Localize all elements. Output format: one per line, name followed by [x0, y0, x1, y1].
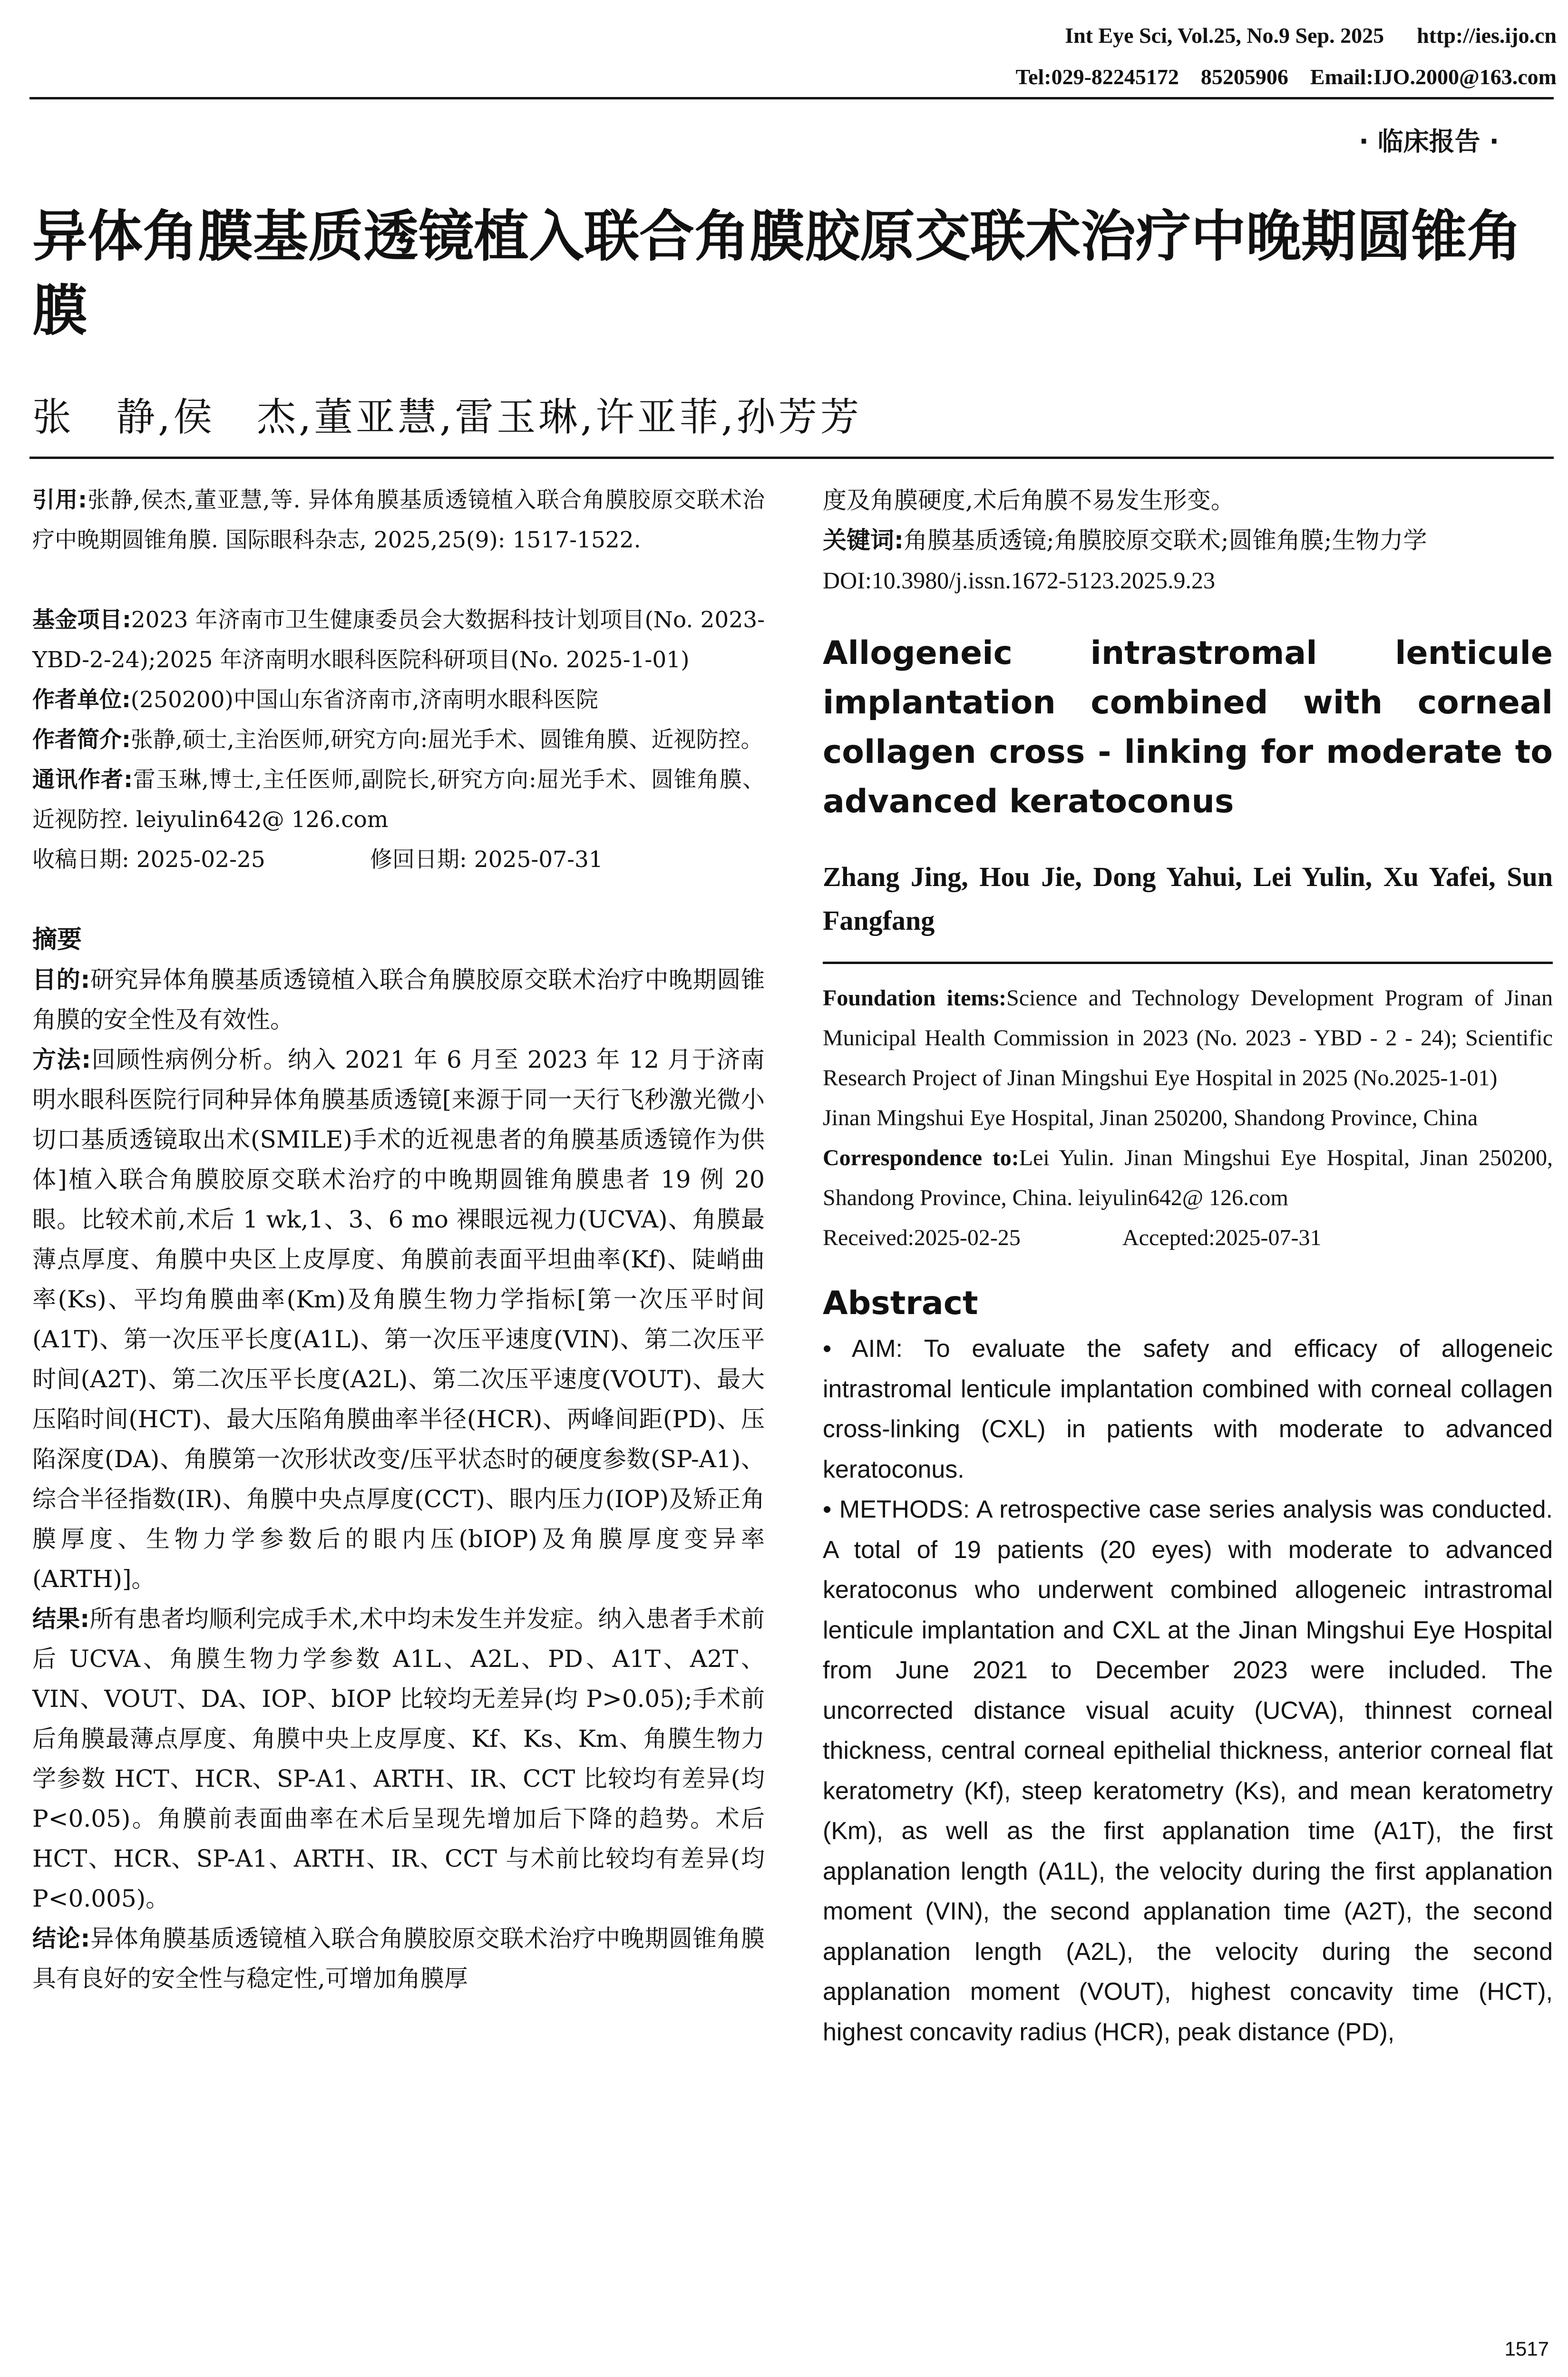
authors-cn: 张 静,侯 杰,董亚慧,雷玉琳,许亚菲,孙芳芳 [32, 395, 862, 440]
keywords-cn [823, 520, 1553, 560]
authors-rule [29, 457, 1554, 459]
article-title-cn: 异体角膜基质透镜植入联合角膜胶原交联术治疗中晚期圆锥角膜 [32, 205, 1522, 343]
results-label: 结果: [32, 1605, 90, 1633]
revised-cn: 修回日期: 2025-07-31 [370, 847, 603, 873]
journal-header-line2: Tel:029-82245172 85205906 Email:IJO.2000@163.com [1015, 65, 1557, 89]
right-column [823, 480, 1553, 2052]
profile-text: 张静,硕士,主治医师,研究方向:屈光手术、圆锥角膜、近视防控。 [130, 727, 763, 753]
aim-en [823, 1329, 1553, 1490]
aim-label: 目的: [32, 966, 90, 994]
methods-en-label: • METHODS: [823, 1496, 970, 1523]
results-text: 所有患者均顺利完成手术,术中均未发生并发症。纳入患者手术前后 UCVA、角膜生物力学参数 A1L、A2L、PD、A1T、A2T、VIN、VOUT、DA、IOP、bIOP 比较均无差异(均 P>0.05);手术前后角膜最薄点厚度、角膜中央上皮厚度、Kf、Ks、Km、角膜生物力学参数 HCT、HCR、SP-A1、ARTH、IR、CCT 比较均有差异(均 P<0.05)。角膜前表面曲率在术后呈现先增加后下降的趋势。术后 HCT、HCR、SP-A1、ARTH、IR、CCT 与术前比较均有差异(均 P<0.005)。 [32, 1605, 765, 1912]
header-rule [29, 97, 1554, 99]
journal-header-line1: Int Eye Sci, Vol.25, No.9 Sep. 2025 http://ies.ijo.cn [1065, 23, 1557, 48]
correspondence-label: Correspondence to: [823, 1145, 1019, 1170]
section-label: · 临床报告 · [1359, 127, 1499, 156]
citation-label: 引用: [32, 487, 87, 513]
dates-cn [32, 840, 765, 880]
author-profile [32, 720, 765, 760]
accepted-en: Accepted:2025-07-31 [1122, 1225, 1322, 1250]
left-column [32, 480, 765, 1998]
aim-en-label: • AIM: [823, 1335, 903, 1363]
fund-info [32, 600, 765, 680]
citation-text: 张静,侯杰,董亚慧,等. 异体角膜基质透镜植入联合角膜胶原交联术治疗中晚期圆锥角膜. 国际眼科杂志, 2025,25(9): 1517-1522. [32, 487, 765, 553]
citation [32, 480, 765, 560]
unit-text: (250200)中国山东省济南市,济南明水眼科医院 [130, 687, 598, 713]
profile-label: 作者简介: [32, 727, 131, 753]
conclusion-cn-cont: 度及角膜硬度,术后角膜不易发生形变。 [823, 487, 1235, 514]
author-unit [32, 680, 765, 720]
aim-cn [32, 960, 765, 1040]
article-title-en: Allogeneic intrastromal lenticule implantation combined with corneal collagen cross - linking for moderate to advanced keratoconus [823, 634, 1553, 820]
correspondence-text: Lei Yulin. Jinan Mingshui Eye Hospital, Jinan 250200, Shandong Province, China. leiyulin642@ 126.com [823, 1145, 1553, 1210]
foundation-label: Foundation items: [823, 985, 1007, 1011]
authors-en: Zhang Jing, Hou Jie, Dong Yahui, Lei Yulin, Xu Yafei, Sun Fangfang [823, 861, 1553, 936]
fund-label: 基金项目: [32, 607, 131, 633]
abstract-heading-en: Abstract [823, 1285, 978, 1322]
foundation-text: Science and Technology Development Program of Jinan Municipal Health Commission in 2023 (No. 2023 - YBD - 2 - 24); Scientific Research Project of Jinan Mingshui Eye Hospital in 2025 (No.2025-1-01) [823, 985, 1553, 1091]
abstract-heading-cn [32, 920, 765, 960]
conclusion-text: 异体角膜基质透镜植入联合角膜胶原交联术治疗中晚期圆锥角膜具有良好的安全性与稳定性,可增加角膜厚 [32, 1925, 765, 1992]
unit-label: 作者单位: [32, 687, 131, 713]
corresponding-author [32, 760, 765, 840]
abstract-heading-text: 摘要 [32, 925, 82, 954]
results-cn [32, 1599, 765, 1919]
keywords-label: 关键词: [823, 526, 904, 554]
methods-en [823, 1490, 1553, 2052]
corr-label: 通讯作者: [32, 767, 133, 793]
corr-text: 雷玉琳,博士,主任医师,副院长,研究方向:屈光手术、圆锥角膜、近视防控. leiyulin642@ 126.com [32, 767, 765, 833]
doi: DOI:10.3980/j.issn.1672-5123.2025.9.23 [823, 567, 1215, 594]
received-cn: 收稿日期: 2025-02-25 [32, 847, 265, 873]
keywords-text: 角膜基质透镜;角膜胶原交联术;圆锥角膜;生物力学 [904, 526, 1427, 554]
conclusion-cn [32, 1919, 765, 1998]
foundation-en [823, 978, 1553, 1098]
dates-en [823, 1218, 1553, 1258]
conclusion-label: 结论: [32, 1925, 90, 1952]
page-number: 1517 [1504, 2338, 1549, 2360]
affiliation-en: Jinan Mingshui Eye Hospital, Jinan 250200, Shandong Province, China [823, 1105, 1478, 1130]
methods-en-text: A retrospective case series analysis was conducted. A total of 19 patients (20 eyes) with moderate to advanced keratoconus who underwent combined allogeneic intrastromal lenticule implantation and CXL at the Jinan Mingshui Eye Hospital from June 2021 to December 2023 were included. The uncorrected distance visual acuity (UCVA), thinnest corneal thickness, central corneal epithelial thickness, anterior corneal flat keratometry (Kf), steep keratometry (Ks), and mean keratometry (Km), as well as the first applanation time (A1T), the first applanation length (A1L), the velocity during the first applanation moment (VIN), the second applanation time (A2T), the second applanation length (A2L), the velocity during the second applanation moment (VOUT), highest concavity time (HCT), highest concavity radius (HCR), peak distance (PD), [823, 1496, 1553, 2046]
methods-label: 方法: [32, 1046, 91, 1073]
correspondence-en [823, 1138, 1553, 1218]
methods-cn [32, 1040, 765, 1599]
received-en: Received:2025-02-25 [823, 1225, 1021, 1250]
fund-text: 2023 年济南市卫生健康委员会大数据科技计划项目(No. 2023-YBD-2-24);2025 年济南明水眼科医院科研项目(No. 2025-1-01) [32, 607, 765, 673]
aim-en-text: To evaluate the safety and efficacy of allogeneic intrastromal lenticule implantation combined with corneal collagen cross-linking (CXL) in patients with moderate to advanced keratoconus. [823, 1335, 1553, 1483]
methods-text: 回顾性病例分析。纳入 2021 年 6 月至 2023 年 12 月于济南明水眼科医院行同种异体角膜基质透镜[来源于同一天行飞秒激光微小切口基质透镜取出术(SMILE)手术的近视患者的角膜基质透镜作为供体]植入联合角膜胶原交联术治疗的中晚期圆锥角膜患者 19 例 20 眼。比较术前,术后 1 wk,1、3、6 mo 裸眼远视力(UCVA)、角膜最薄点厚度、角膜中央区上皮厚度、角膜前表面平坦曲率(Kf)、陡峭曲率(Ks)、平均角膜曲率(Km)及角膜生物力学指标[第一次压平时间(A1T)、第一次压平长度(A1L)、第一次压平速度(VIN)、第二次压平时间(A2T)、第二次压平长度(A2L)、第二次压平速度(VOUT)、最大压陷时间(HCT)、最大压陷角膜曲率半径(HCR)、两峰间距(PD)、压陷深度(DA)、角膜第一次形状改变/压平状态时的硬度参数(SP-A1)、综合半径指数(IR)、角膜中央点厚度(CCT)、眼内压力(IOP)及矫正角膜厚度、生物力学参数后的眼内压(bIOP)及角膜厚度变异率(ARTH)]。 [32, 1046, 765, 1593]
aim-text: 研究异体角膜基质透镜植入联合角膜胶原交联术治疗中晚期圆锥角膜的安全性及有效性。 [32, 966, 765, 1033]
